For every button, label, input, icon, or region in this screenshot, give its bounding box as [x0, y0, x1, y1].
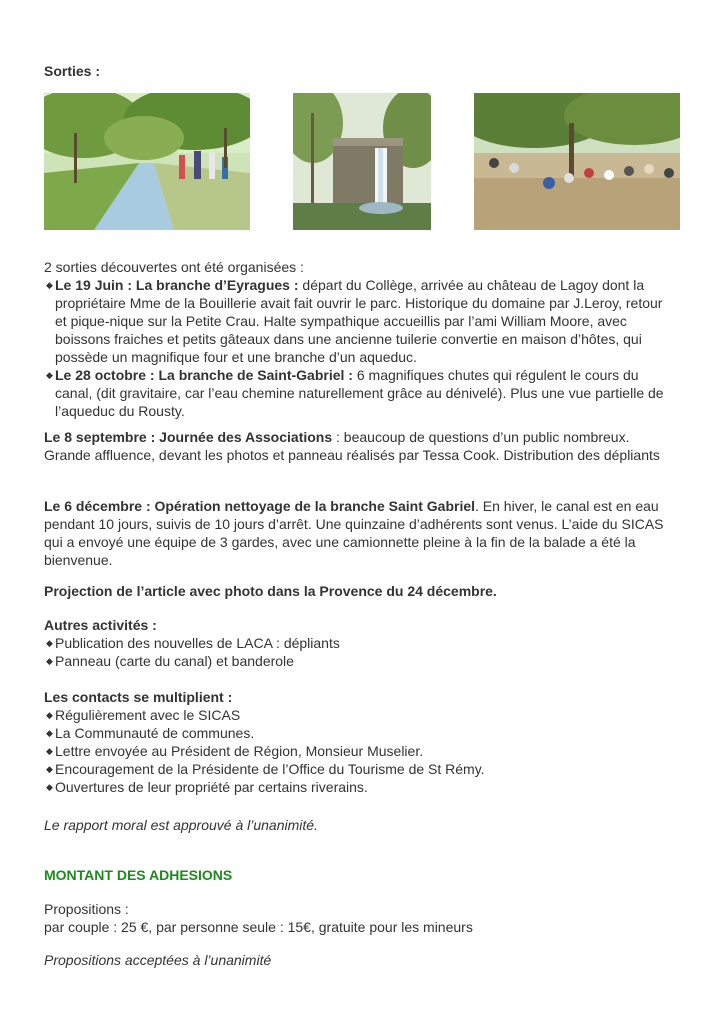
cleanup-title: Le 6 décembre : Opération nettoyage de la branche Saint Gabriel: [44, 498, 476, 514]
waterfall-photo: [293, 93, 431, 230]
list-item: [44, 706, 674, 724]
associations-paragraph: [44, 428, 674, 464]
list-item-text: La Communauté de communes.: [55, 725, 255, 741]
associations-title: Le 8 septembre : Journée des Associations: [44, 429, 333, 445]
list-item: [44, 778, 674, 796]
outing-item-text: 6 magnifiques chutes qui régulent le cours du canal, (dit gravitaire, car l’eau chemine naturellement grâce au dénivelé). Plus une vue partielle de l’aqueduc du Rousty.: [55, 367, 664, 419]
outing-item: [44, 366, 674, 420]
membership-label: Propositions :: [44, 901, 129, 917]
list-item-text: Panneau (carte du canal) et banderole: [55, 653, 294, 669]
section-title-sorties: Sorties :: [44, 63, 101, 79]
list-item: [44, 634, 674, 652]
list-item-text: Ouvertures de leur propriété par certains riverains.: [55, 779, 368, 795]
outing-item: [44, 276, 674, 366]
cleanup-text: . En hiver, le canal est en eau pendant 10 jours, suivis de 10 jours d’arrêt. Une quinzaine d’adhérents sont venus. L’aide du SICAS qui a envoyé une équipe de 3 gardes, avec une camionnette pleine à la fin de la balade a été la bienvenue.: [44, 498, 664, 568]
diamond-bullet-icon: ◆: [46, 764, 53, 774]
diamond-bullet-icon: ◆: [46, 638, 53, 648]
associations-text: : beaucoup de questions d’un public nombreux. Grande affluence, devant les photos et panneau réalisés par Tessa Cook. Distribution des dépliants: [44, 429, 660, 463]
list-item-text: Régulièrement avec le SICAS: [55, 707, 241, 723]
other-activities-section: [44, 616, 674, 670]
cleanup-paragraph: [44, 497, 674, 569]
membership-result: [44, 951, 674, 969]
outing-item-title: Le 19 Juin : La branche d’Eyragues :: [55, 277, 299, 293]
list-item: [44, 742, 674, 760]
list-item: [44, 724, 674, 742]
membership-result-text: Propositions acceptées à l’unanimité: [44, 952, 272, 968]
picnic-photo: [474, 93, 680, 230]
membership-title: MONTANT DES ADHESIONS: [44, 867, 233, 883]
canal-walk-photo: [44, 93, 250, 230]
outings-section: [44, 258, 674, 420]
diamond-bullet-icon: ◆: [46, 280, 53, 290]
list-item-text: Publication des nouvelles de LACA : dépliants: [55, 635, 340, 651]
membership-proposals: [44, 900, 674, 936]
outings-intro: 2 sorties découvertes ont été organisées :: [44, 259, 304, 275]
diamond-bullet-icon: ◆: [46, 746, 53, 756]
other-activities-title: Autres activités :: [44, 617, 157, 633]
diamond-bullet-icon: ◆: [46, 710, 53, 720]
contacts-section: [44, 688, 674, 796]
list-item-text: Lettre envoyée au Président de Région, Monsieur Muselier.: [55, 743, 424, 759]
moral-report-text: Le rapport moral est approuvé à l’unanimité.: [44, 817, 318, 833]
contacts-title: Les contacts se multiplient :: [44, 689, 233, 705]
diamond-bullet-icon: ◆: [46, 656, 53, 666]
membership-section: [44, 866, 674, 884]
projection-paragraph: [44, 582, 674, 600]
diamond-bullet-icon: ◆: [46, 782, 53, 792]
moral-report: [44, 816, 674, 834]
list-item: [44, 652, 674, 670]
list-item-text: Encouragement de la Présidente de l’Office du Tourisme de St Rémy.: [55, 761, 485, 777]
outing-item-text: départ du Collège, arrivée au château de Lagoy dont la propriétaire Mme de la Bouillerie avait fait ouvrir le parc. Historique du domaine par J.Leroy, retour et pique-nique sur la Petite Crau. Halte sympathique accueillis par l’ami William Moore, avec boissons fraiches et petits gâteaux dans une ancienne tuilerie convertie en maison d’hôtes, qui possède un magnifique four et une branche d’un aqueduc.: [55, 277, 663, 365]
outing-item-title: Le 28 octobre : La branche de Saint-Gabriel :: [55, 367, 353, 383]
membership-details: par couple : 25 €, par personne seule : 15€, gratuite pour les mineurs: [44, 919, 473, 935]
diamond-bullet-icon: ◆: [46, 728, 53, 738]
projection-text: Projection de l’article avec photo dans la Provence du 24 décembre.: [44, 583, 497, 599]
list-item: [44, 760, 674, 778]
diamond-bullet-icon: ◆: [46, 370, 53, 380]
